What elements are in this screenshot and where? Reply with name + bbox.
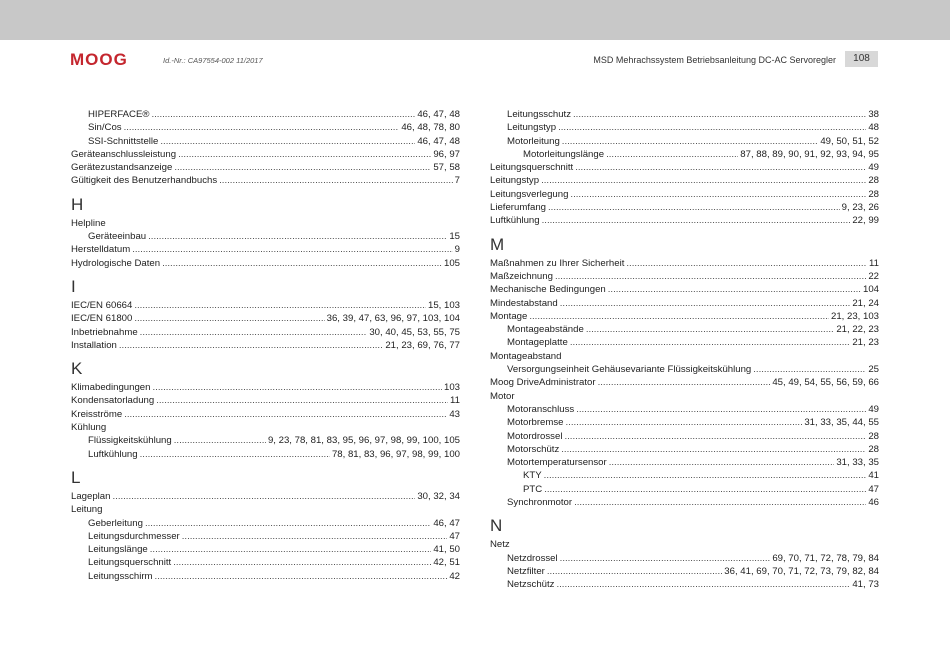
index-page-numbers: 9 — [454, 244, 460, 256]
index-entry — [490, 297, 879, 310]
index-page-numbers: 96, 97 — [433, 148, 460, 160]
dot-leader — [174, 434, 266, 447]
dot-leader — [560, 552, 771, 565]
index-entry — [71, 243, 460, 256]
index-entry — [490, 538, 879, 551]
index-page-numbers: 21, 23 — [852, 337, 879, 349]
index-entry — [71, 556, 460, 569]
dot-leader — [160, 135, 415, 148]
index-term: Kondensatorladung — [71, 395, 155, 407]
dot-leader — [566, 416, 803, 429]
dot-leader — [219, 174, 453, 187]
index-column-left — [71, 108, 460, 583]
index-entry — [71, 135, 460, 148]
dot-leader — [134, 312, 324, 325]
index-term: Leitungslänge — [88, 544, 148, 556]
index-entry — [71, 108, 460, 121]
index-page-numbers: 11 — [450, 395, 460, 407]
index-term: Netzfilter — [507, 565, 545, 577]
index-entry — [71, 543, 460, 556]
index-term: Mindestabstand — [490, 297, 558, 309]
index-page-numbers: 45, 49, 54, 55, 56, 59, 66 — [772, 377, 879, 389]
index-entry — [490, 443, 879, 456]
index-term: HIPERFACE® — [88, 109, 150, 120]
dot-leader — [574, 496, 866, 509]
index-page-numbers: 9, 23, 78, 81, 83, 95, 96, 97, 98, 99, 100, 105 — [267, 435, 460, 447]
dot-leader — [150, 543, 432, 556]
index-term: Motorleitungslänge — [523, 148, 605, 160]
index-entry — [490, 323, 879, 336]
index-entry — [490, 161, 879, 174]
index-term: Leitungsschirm — [88, 570, 153, 582]
index-term: Leitungsdurchmesser — [88, 530, 180, 542]
dot-leader — [753, 363, 866, 376]
index-page-numbers: 87, 88, 89, 90, 91, 92, 93, 94, 95 — [740, 148, 879, 160]
index-page-numbers: 38 — [868, 109, 879, 120]
dot-leader — [156, 394, 448, 407]
index-term: Mechanische Bedingungen — [490, 284, 606, 296]
index-term: Kreisströme — [71, 408, 123, 420]
index-entry — [490, 336, 879, 349]
index-page-numbers: 46 — [868, 497, 879, 509]
index-entry — [490, 565, 879, 578]
dot-leader — [124, 408, 447, 421]
index-entry — [490, 214, 879, 227]
index-entry — [71, 339, 460, 352]
index-term: Montageabstand — [490, 350, 562, 362]
index-page-numbers: 21, 23, 103 — [830, 310, 879, 322]
dot-leader — [561, 443, 866, 456]
dot-leader — [529, 310, 829, 323]
dot-leader — [140, 326, 368, 339]
index-letter-heading: H — [71, 194, 84, 214]
index-term: Maßzeichnung — [490, 270, 553, 282]
index-entry — [490, 552, 879, 565]
index-term: IEC/EN 60664 — [71, 299, 133, 311]
dot-leader — [541, 174, 866, 187]
index-page-numbers: 36, 41, 69, 70, 71, 72, 73, 79, 82, 84 — [724, 565, 879, 577]
index-entry — [71, 503, 460, 516]
index-term: Netzschütz — [507, 579, 555, 591]
dot-leader — [119, 339, 383, 352]
index-letter-heading: N — [490, 516, 503, 536]
index-term: Geräteanschlussleistung — [71, 148, 177, 160]
index-entry — [490, 135, 879, 148]
dot-leader — [132, 243, 452, 256]
index-entry — [71, 174, 460, 187]
index-page-numbers: 22, 99 — [852, 215, 879, 227]
dot-leader — [576, 403, 866, 416]
index-page-numbers: 43 — [449, 408, 460, 420]
index-term: Klimabedingungen — [71, 382, 151, 394]
index-entry — [71, 299, 460, 312]
dot-leader — [155, 570, 448, 583]
dot-leader — [162, 257, 442, 270]
dot-leader — [586, 323, 835, 336]
index-entry — [71, 517, 460, 530]
dot-leader — [548, 201, 840, 214]
dot-leader — [124, 121, 400, 134]
index-entry — [490, 270, 879, 283]
index-entry — [490, 363, 879, 376]
index-page-numbers: 22 — [868, 270, 879, 282]
index-entry — [490, 108, 879, 121]
moog-logo: MOOG — [70, 50, 128, 69]
index-term: Geräteeinbau — [88, 231, 147, 243]
index-page-numbers: 31, 33, 35, 44, 55 — [804, 417, 879, 429]
dot-leader — [558, 121, 866, 134]
index-term: Luftkühlung — [490, 215, 540, 227]
index-term: PTC — [523, 483, 543, 495]
index-entry — [71, 326, 460, 339]
index-term: IEC/EN 61800 — [71, 313, 133, 325]
index-term: Motortemperatursensor — [507, 457, 607, 469]
dot-leader — [570, 188, 866, 201]
index-entry — [71, 230, 460, 243]
index-page-numbers: 41, 73 — [852, 579, 879, 591]
index-entry — [490, 350, 879, 363]
index-entry — [490, 257, 879, 270]
index-page-numbers: 31, 33, 35 — [836, 457, 879, 469]
index-term: Montageabstände — [507, 324, 584, 336]
index-page-numbers: 28 — [868, 175, 879, 187]
index-page-numbers: 46, 47 — [433, 517, 460, 529]
dot-leader — [112, 490, 415, 503]
index-term: Synchronmotor — [507, 497, 573, 509]
index-entry — [71, 312, 460, 325]
index-entry — [490, 201, 879, 214]
index-page-numbers: 25 — [868, 364, 879, 376]
index-term: Montage — [490, 310, 528, 322]
index-term: Leitungsschutz — [507, 109, 571, 120]
index-entry — [490, 174, 879, 187]
index-term: Installation — [71, 339, 117, 351]
index-term: Moog DriveAdministrator — [490, 377, 596, 389]
page-number: 108 — [845, 51, 878, 67]
index-term: Leitungstyp — [507, 122, 557, 134]
index-entry — [490, 121, 879, 134]
index-page-numbers: 103 — [443, 382, 460, 394]
index-page-numbers: 105 — [443, 257, 460, 269]
index-term: Geberleitung — [88, 517, 143, 529]
dot-leader — [608, 283, 861, 296]
dot-leader — [570, 336, 851, 349]
index-column-right — [490, 108, 879, 592]
dot-leader — [555, 270, 866, 283]
dot-leader — [556, 578, 850, 591]
index-page-numbers: 42, 51 — [433, 557, 460, 569]
index-letter-heading: L — [71, 467, 81, 487]
index-page-numbers: 28 — [868, 188, 879, 200]
index-term: Leitungsquerschnitt — [490, 162, 574, 174]
index-page-numbers: 28 — [868, 430, 879, 442]
index-term: Motor — [490, 390, 515, 402]
index-letter-heading: K — [71, 359, 83, 379]
index-term: Motorbremse — [507, 417, 564, 429]
index-page-numbers: 47 — [868, 483, 879, 495]
dot-leader — [547, 565, 722, 578]
index-page-numbers: 42 — [449, 570, 460, 582]
index-term: Inbetriebnahme — [71, 326, 138, 338]
index-entry — [71, 121, 460, 134]
index-entry — [490, 310, 879, 323]
document-title: MSD Mehrachssystem Betriebsanleitung DC-AC Servoregler — [593, 55, 836, 65]
index-entry — [71, 217, 460, 230]
index-term: Gerätezustandsanzeige — [71, 162, 173, 174]
dot-leader — [562, 135, 819, 148]
index-page-numbers: 46, 47, 48 — [417, 135, 460, 147]
dot-leader — [626, 257, 867, 270]
index-term: Montageplatte — [507, 337, 568, 349]
index-page-numbers: 57, 58 — [433, 162, 460, 174]
index-entry — [71, 570, 460, 583]
index-page-numbers: 49, 50, 51, 52 — [820, 135, 879, 147]
dot-leader — [573, 108, 866, 121]
index-letter-heading: M — [490, 234, 505, 254]
index-entry — [71, 490, 460, 503]
index-entry — [71, 257, 460, 270]
index-page-numbers: 15 — [449, 231, 460, 243]
page-header — [0, 40, 950, 76]
index-entry — [490, 578, 879, 591]
index-term: Helpline — [71, 217, 106, 229]
dot-leader — [598, 376, 771, 389]
index-term: Luftkühlung — [88, 448, 138, 460]
index-entry — [71, 161, 460, 174]
index-page-numbers: 69, 70, 71, 72, 78, 79, 84 — [772, 552, 879, 564]
index-page-numbers: 49 — [868, 162, 879, 174]
index-term: Motorschütz — [507, 443, 560, 455]
index-entry — [71, 421, 460, 434]
dot-leader — [609, 456, 835, 469]
index-entry — [490, 403, 879, 416]
index-term: Lageplan — [71, 490, 111, 502]
dot-leader — [152, 381, 442, 394]
index-letter-heading: I — [71, 276, 76, 296]
index-term: Maßnahmen zu Ihrer Sicherheit — [490, 257, 625, 269]
index-term: Kühlung — [71, 422, 107, 434]
index-page-numbers: 15, 103 — [427, 299, 460, 311]
index-entry — [71, 448, 460, 461]
index-term: Motorleitung — [507, 135, 560, 147]
index-page-numbers: 48 — [868, 122, 879, 134]
index-entry — [490, 483, 879, 496]
dot-leader — [544, 483, 866, 496]
dot-leader — [560, 297, 851, 310]
index-term: Lieferumfang — [490, 202, 546, 214]
index-term: KTY — [523, 470, 542, 482]
index-page-numbers: 41 — [868, 470, 879, 482]
index-entry — [490, 390, 879, 403]
index-term: Herstelldatum — [71, 244, 131, 256]
index-term: Netz — [490, 539, 510, 551]
index-entry — [490, 376, 879, 389]
dot-leader — [182, 530, 448, 543]
index-page-numbers: 21, 24 — [852, 297, 879, 309]
index-term: SSI-Schnittstelle — [88, 135, 159, 147]
index-entry — [490, 188, 879, 201]
dot-leader — [134, 299, 426, 312]
index-page-numbers: 11 — [869, 257, 879, 269]
index-entry — [490, 496, 879, 509]
index-term: Netzdrossel — [507, 552, 558, 564]
dot-leader — [564, 430, 866, 443]
index-term: Versorgungseinheit Gehäusevariante Flüssigkeitskühlung — [507, 364, 752, 376]
index-term: Leitungstyp — [490, 175, 540, 187]
index-page-numbers: 30, 40, 45, 53, 55, 75 — [369, 326, 460, 338]
dot-leader — [174, 161, 431, 174]
index-page-numbers: 36, 39, 47, 63, 96, 97, 103, 104 — [326, 313, 460, 325]
dot-leader — [140, 448, 330, 461]
index-term: Leitung — [71, 504, 103, 516]
index-entry — [490, 456, 879, 469]
index-term: Sin/Cos — [88, 122, 122, 134]
index-page-numbers: 9, 23, 26 — [841, 202, 879, 214]
index-entry — [490, 469, 879, 482]
dot-leader — [148, 230, 447, 243]
index-page-numbers: 21, 22, 23 — [836, 324, 879, 336]
index-page-numbers: 47 — [449, 530, 460, 542]
index-page-numbers: 28 — [868, 443, 879, 455]
index-entry — [490, 416, 879, 429]
index-page-numbers: 46, 47, 48 — [417, 109, 460, 120]
index-entry — [71, 408, 460, 421]
index-term: Gültigkeit des Benutzerhandbuchs — [71, 175, 218, 187]
dot-leader — [544, 469, 867, 482]
dot-leader — [178, 148, 431, 161]
index-entry — [71, 381, 460, 394]
index-term: Hydrologische Daten — [71, 257, 161, 269]
index-page-numbers: 104 — [862, 284, 879, 296]
index-page-numbers: 46, 48, 78, 80 — [401, 122, 460, 134]
index-entry — [490, 148, 879, 161]
dot-leader — [145, 517, 431, 530]
index-term: Flüssigkeitskühlung — [88, 435, 172, 447]
dot-leader — [542, 214, 851, 227]
index-term: Motordrossel — [507, 430, 563, 442]
index-page-numbers: 49 — [868, 403, 879, 415]
dot-leader — [173, 556, 431, 569]
index-page-numbers: 30, 32, 34 — [417, 490, 460, 502]
index-term: Leitungsquerschnitt — [88, 557, 172, 569]
dot-leader — [606, 148, 738, 161]
index-page-numbers: 78, 81, 83, 96, 97, 98, 99, 100 — [331, 448, 460, 460]
index-entry — [490, 430, 879, 443]
index-term: Leitungsverlegung — [490, 188, 569, 200]
top-bar — [0, 0, 950, 40]
index-entry — [71, 434, 460, 447]
index-entry — [490, 283, 879, 296]
index-entry — [71, 148, 460, 161]
index-page-numbers: 41, 50 — [433, 544, 460, 556]
dot-leader — [575, 161, 866, 174]
dot-leader — [151, 108, 415, 121]
index-page-numbers: 21, 23, 69, 76, 77 — [385, 339, 460, 351]
index-entry — [71, 530, 460, 543]
document-id: Id.-Nr.: CA97554-002 11/2017 — [163, 56, 263, 65]
index-term: Motoranschluss — [507, 403, 575, 415]
index-entry — [71, 394, 460, 407]
index-page-numbers: 7 — [454, 175, 460, 187]
